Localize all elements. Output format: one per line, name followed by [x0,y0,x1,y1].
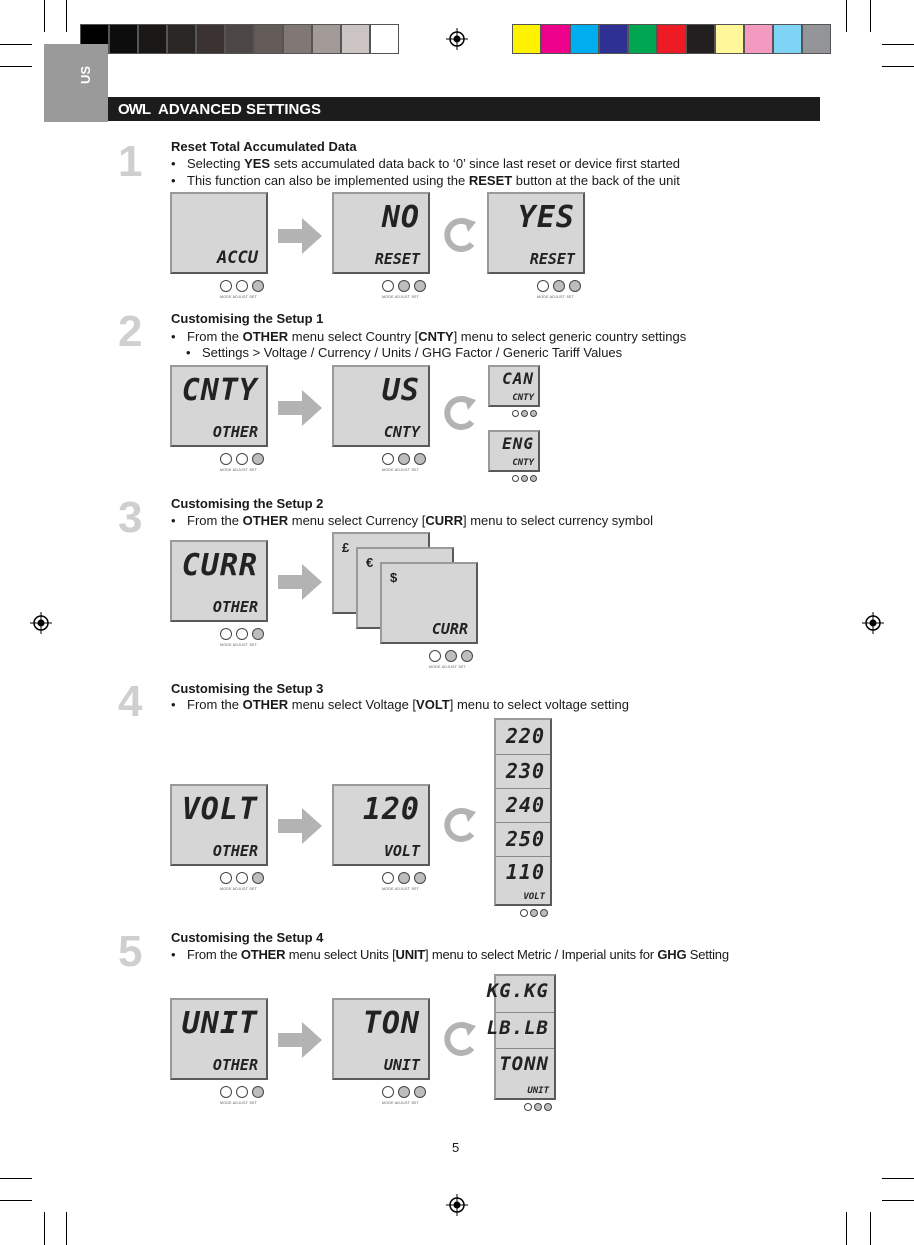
unit-option: TONN [499,1053,549,1075]
cycle-arrows-icon [442,800,478,850]
adjust-button [534,1103,542,1111]
set-button [252,872,264,884]
lcd-option-stack: 220 230 240 250 110 VOLT [494,718,552,906]
lcd-display: US CNTY [332,365,430,447]
voltage-option: 250 [505,827,545,851]
step-number: 2 [118,307,143,356]
lcd-display-small: CAN CNTY [488,365,540,407]
color-swatch [541,24,570,54]
lcd-display: VOLT OTHER [170,784,268,866]
crop-mark [66,0,67,32]
button-labels: MODE ADJUST SET [382,468,420,472]
mode-button [220,872,232,884]
unit-buttons [520,909,548,917]
lcd-display-small: ENG CNTY [488,430,540,472]
crop-mark [44,1212,45,1245]
step-bullet: • Selecting YES sets accumulated data back to ‘0’ since last reset or device first started [171,156,681,171]
color-swatch [744,24,773,54]
language-tab-label: US [78,65,93,84]
crop-mark [882,1200,914,1201]
crop-mark [66,1212,67,1245]
voltage-option: 230 [505,759,545,783]
step-sub-bullet: • Settings > Voltage / Currency / Units / GHG Factor / Generic Tariff Values [186,345,623,360]
color-swatch [570,24,599,54]
mode-button [382,872,394,884]
set-button [540,909,548,917]
step-heading: Customising the Setup 3 [171,681,324,696]
adjust-button [445,650,457,662]
set-button [252,280,264,292]
color-swatch [628,24,657,54]
lcd-display: $ CURR [380,562,478,644]
registration-mark-icon [446,28,468,50]
color-swatch [512,24,541,54]
set-button [414,453,426,465]
adjust-button [521,410,528,417]
color-swatch [109,24,138,54]
button-labels: MODE ADJUST SET [429,665,467,669]
button-labels: MODE ADJUST SET [220,1101,258,1105]
button-labels: MODE ADJUST SET [220,468,258,472]
voltage-option: 240 [505,793,545,817]
color-swatch [370,24,399,54]
mode-button [382,1086,394,1098]
unit-buttons [382,872,426,884]
registration-mark-icon [30,612,52,634]
mode-button [512,410,519,417]
adjust-button [236,453,248,465]
step-heading: Customising the Setup 1 [171,311,324,326]
unit-buttons [537,280,581,292]
button-labels: MODE ADJUST SET [220,295,258,299]
mode-button [382,453,394,465]
cycle-arrows-icon [442,210,478,260]
registration-mark-icon [446,1194,468,1216]
color-swatch [225,24,254,54]
unit-buttons [524,1103,552,1111]
owl-logo: OWL [118,101,150,118]
unit-option: LB.LB [486,1017,549,1039]
adjust-button [398,1086,410,1098]
unit-buttons [220,280,264,292]
color-swatch [312,24,341,54]
color-swatch [773,24,802,54]
color-swatch [715,24,744,54]
crop-mark [870,1212,871,1245]
set-button [544,1103,552,1111]
step-bullet: • From the OTHER menu select Country [CNTY] menu to select generic country settings [171,329,687,344]
button-labels: MODE ADJUST SET [382,887,420,891]
mode-button [537,280,549,292]
step-heading: Customising the Setup 4 [171,930,324,945]
color-swatch [254,24,283,54]
crop-mark [0,44,32,45]
crop-mark [0,1200,32,1201]
unit-buttons [220,1086,264,1098]
set-button [252,453,264,465]
set-button [461,650,473,662]
button-labels: MODE ADJUST SET [537,295,575,299]
color-swatch [657,24,686,54]
crop-mark [882,44,914,45]
button-labels: MODE ADJUST SET [382,295,420,299]
crop-mark [44,0,45,32]
lcd-display: UNIT OTHER [170,998,268,1080]
adjust-button [530,909,538,917]
cycle-arrows-icon [442,1014,478,1064]
lcd-display: CNTY OTHER [170,365,268,447]
set-button [530,410,537,417]
mode-button [220,628,232,640]
registration-mark-icon [862,612,884,634]
arrow-right-icon [278,216,322,256]
color-swatch [167,24,196,54]
color-swatch [283,24,312,54]
unit-buttons [220,453,264,465]
lcd-display: € [356,547,454,629]
adjust-button [236,872,248,884]
section-title: ADVANCED SETTINGS [158,101,322,118]
arrow-right-icon [278,388,322,428]
set-button [252,628,264,640]
set-button [252,1086,264,1098]
adjust-button [236,1086,248,1098]
adjust-button [236,280,248,292]
mode-button [220,1086,232,1098]
crop-mark [882,66,914,67]
lcd-display: YES RESET [487,192,585,274]
set-button [414,872,426,884]
color-swatch [686,24,715,54]
crop-mark [846,0,847,32]
color-swatch [341,24,370,54]
voltage-option: 110 [505,860,545,884]
crop-mark [846,1212,847,1245]
color-swatch [138,24,167,54]
step-number: 5 [118,927,143,976]
button-labels: MODE ADJUST SET [382,1101,420,1105]
mode-button [220,453,232,465]
button-labels: MODE ADJUST SET [220,643,258,647]
step-bullet: • From the OTHER menu select Voltage [VOLT] menu to select voltage setting [171,697,629,712]
mode-button [524,1103,532,1111]
step-heading: Customising the Setup 2 [171,496,324,511]
unit-buttons [512,475,537,482]
unit-buttons [382,453,426,465]
lcd-display: ACCU [170,192,268,274]
unit-buttons [382,280,426,292]
lcd-display: £ [332,532,430,614]
mode-button [512,475,519,482]
lcd-display: CURR OTHER [170,540,268,622]
unit-buttons [220,628,264,640]
adjust-button [398,872,410,884]
set-button [530,475,537,482]
arrow-right-icon [278,1020,322,1060]
language-tab [44,44,108,122]
mode-button [382,280,394,292]
crop-mark [870,0,871,32]
arrow-right-icon [278,562,322,602]
step-bullet: • From the OTHER menu select Currency [CURR] menu to select currency symbol [171,513,653,528]
cycle-arrows-icon [442,388,478,438]
mode-button [220,280,232,292]
adjust-button [398,453,410,465]
step-number: 3 [118,493,143,542]
color-swatch [196,24,225,54]
step-bullet: • This function can also be implemented using the RESET button at the back of the unit [171,173,680,188]
adjust-button [398,280,410,292]
crop-mark [0,1178,32,1179]
set-button [414,280,426,292]
unit-buttons [429,650,473,662]
page-number: 5 [452,1140,460,1155]
step-heading: Reset Total Accumulated Data [171,139,357,154]
adjust-button [236,628,248,640]
step-bullet: • From the OTHER menu select Units [UNIT] menu to select Metric / Imperial units for GHG Setting [171,947,729,962]
color-swatch [599,24,628,54]
arrow-right-icon [278,806,322,846]
unit-buttons [382,1086,426,1098]
mode-button [429,650,441,662]
button-labels: MODE ADJUST SET [220,887,258,891]
adjust-button [553,280,565,292]
crop-mark [0,66,32,67]
lcd-option-stack: KG.KG LB.LB TONN UNIT [494,974,556,1100]
unit-buttons [220,872,264,884]
adjust-button [521,475,528,482]
voltage-option: 220 [505,724,545,748]
set-button [414,1086,426,1098]
step-number: 4 [118,677,143,726]
unit-buttons [512,410,537,417]
mode-button [520,909,528,917]
step-number: 1 [118,137,143,186]
set-button [569,280,581,292]
crop-mark [882,1178,914,1179]
unit-option: KG.KG [486,980,549,1002]
color-swatch [802,24,831,54]
lcd-display: NO RESET [332,192,430,274]
lcd-display: TON UNIT [332,998,430,1080]
lcd-display: 120 VOLT [332,784,430,866]
